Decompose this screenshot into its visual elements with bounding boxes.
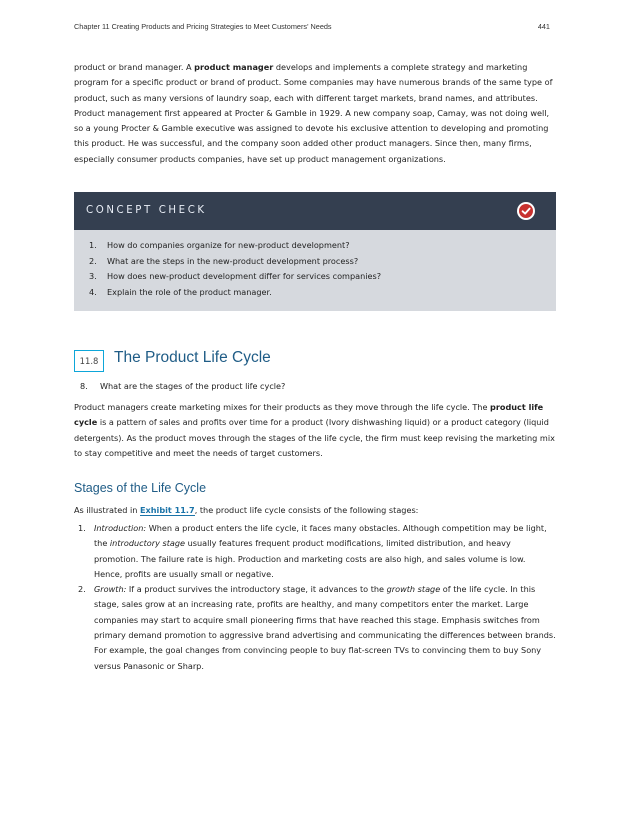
exhibit-link[interactable]: Exhibit 11.7 xyxy=(139,505,195,515)
stages-list xyxy=(74,521,556,674)
concept-check-box xyxy=(74,192,556,311)
list-item: 2. Growth: If a product survives the introductory stage, it advances to the growth stage of the life cycle. In this stage, sales grow at an increasing rate, profits are healthy, and many competitors enter the market. Large companies may start to acquire small pioneering firms that have reached this stage. Emphasis switches from primary demand promotion to aggressive brand advertising and communicating the differences between brands. For example, the goal changes from convincing people to buy flat-screen TVs to convincing them to buy Sony versus Panasonic or Sharp. xyxy=(78,584,556,671)
section-number-badge: 11.8 xyxy=(74,350,104,372)
page-number: 441 xyxy=(537,22,550,31)
concept-check-list xyxy=(74,238,547,300)
learning-objective: 8. What are the stages of the product life cycle? xyxy=(80,381,286,391)
list-item: 4. Explain the role of the product manager. xyxy=(89,286,272,297)
list-item: 1. How do companies organize for new-product development? xyxy=(89,240,350,250)
key-term-product-life-cycle: product life cycle xyxy=(74,402,544,428)
checkmark-circle-icon xyxy=(517,202,535,220)
list-item: 3. How does new-product development differ for services companies? xyxy=(89,271,382,281)
plc-paragraph: Product managers create marketing mixes for their products as they move through the life cycle. The product life cycle is a pattern of sales and profits over time for a product (Ivory dishwashing liquid) or a product category (liquid detergents). As the product moves through the stages of the life cycle, the firm must keep revising the marketing mix to stay competitive and meet the needs of target customers. xyxy=(74,402,555,458)
key-term-product-manager: product manager xyxy=(194,62,274,72)
stages-intro: As illustrated in Exhibit 11.7, the product life cycle consists of the following stages: xyxy=(74,505,419,515)
list-item: 1. Introduction: When a product enters the life cycle, it faces many obstacles. Although competition may be light, the introductory stage usually features frequent product modifications, limited distribution, and heavy promotion. The failure rate is high. Production and marketing costs are also high, and sales volume is low. Hence, profits are usually small or negative. xyxy=(78,523,547,579)
intro-paragraph: product or brand manager. A product manager develops and implements a complete strategy and marketing program for a specific product or brand of product. Some companies may have numerous brands of the same type of product, such as many versions of laundry soap, each with different target markets, brand names, and attributes. Product management first appeared at Procter & Gamble in 1929. A new company soap, Camay, was not doing well, so a young Procter & Gamble executive was assigned to devote his exclusive attention to developing and promoting this product. He was successful, and the company soon added other product managers. Since then, many firms, especially consumer products companies, have set up product management organizations. xyxy=(74,62,553,164)
list-item: 2. What are the steps in the new-product development process? xyxy=(89,255,359,266)
section-title: The Product Life Cycle xyxy=(114,349,271,366)
subsection-title: Stages of the Life Cycle xyxy=(74,481,207,495)
concept-check-header xyxy=(74,192,556,230)
concept-check-title: CONCEPT CHECK xyxy=(86,205,207,216)
chapter-title: Chapter 11 Creating Products and Pricing Strategies to Meet Customers' Needs xyxy=(74,22,332,31)
section-heading xyxy=(74,348,556,373)
page-header xyxy=(74,22,550,36)
